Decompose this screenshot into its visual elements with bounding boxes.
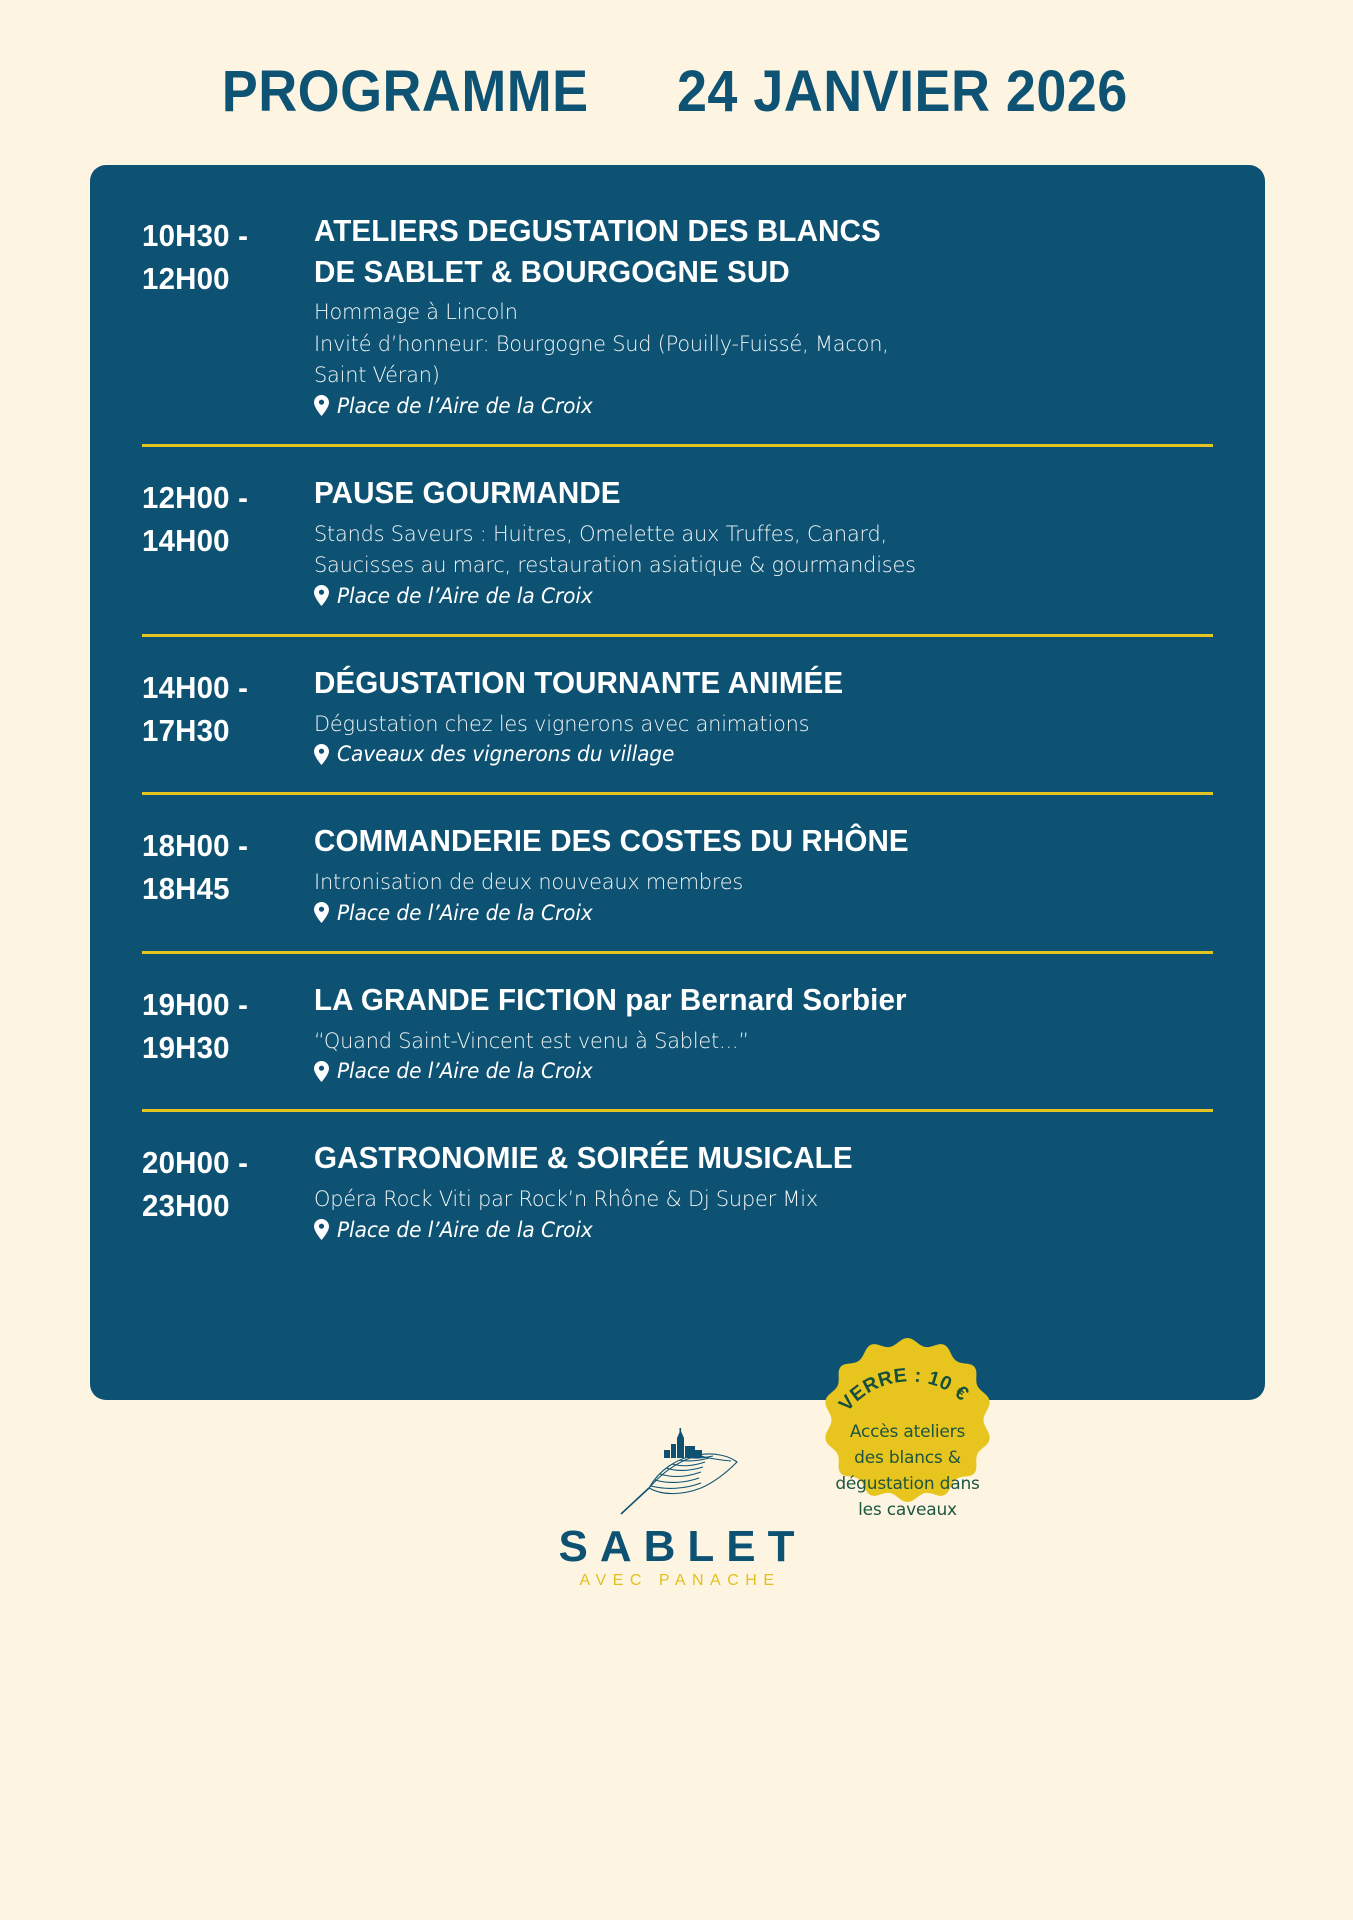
event-description bbox=[314, 519, 1186, 582]
divider bbox=[142, 1109, 1213, 1112]
event-description-line: Saucisses au marc, restauration asiatique & gourmandises bbox=[314, 553, 916, 578]
logo-tagline: AVEC PANACHE bbox=[579, 1572, 781, 1589]
divider bbox=[142, 792, 1213, 795]
event-details bbox=[314, 1138, 1213, 1242]
event-description bbox=[314, 1026, 1186, 1058]
sablet-logo bbox=[0, 1428, 1353, 1590]
event-time-start: 14H00 - bbox=[142, 669, 249, 705]
event-description-line: Invité d’honneur: Bourgogne Sud (Pouilly-Fuissé, Macon, bbox=[314, 331, 889, 357]
event-details bbox=[314, 980, 1213, 1084]
event-location bbox=[314, 584, 1213, 608]
event-row bbox=[90, 473, 1265, 608]
event-title-line1: GASTRONOMIE & SOIRÉE MUSICALE bbox=[314, 1141, 853, 1175]
event-details bbox=[314, 821, 1213, 925]
event-row bbox=[90, 211, 1265, 418]
event-time-end: 23H00 bbox=[142, 1188, 230, 1223]
event-description bbox=[314, 709, 1186, 741]
event-time-range bbox=[142, 980, 314, 1084]
event-description bbox=[314, 297, 1186, 392]
event-location-label: Place de l’Aire de la Croix bbox=[337, 1059, 593, 1083]
event-row bbox=[90, 663, 1265, 767]
divider bbox=[142, 634, 1213, 637]
event-time-start: 19H00 - bbox=[142, 986, 249, 1022]
event-description bbox=[314, 867, 1186, 899]
feather-village-icon bbox=[611, 1428, 743, 1520]
event-location bbox=[314, 901, 1213, 925]
event-title-performer: par Bernard Sorbier bbox=[616, 982, 907, 1017]
map-pin-icon bbox=[314, 585, 329, 606]
event-time-start: 18H00 - bbox=[142, 828, 249, 863]
badge-description-line: les caveaux bbox=[858, 1500, 957, 1520]
event-location bbox=[314, 1218, 1213, 1242]
event-time-end: 14H00 bbox=[142, 522, 230, 558]
event-location-label: Place de l’Aire de la Croix bbox=[337, 393, 593, 418]
map-pin-icon bbox=[314, 1219, 329, 1240]
event-details bbox=[314, 211, 1213, 418]
programme-panel bbox=[90, 165, 1265, 1400]
event-time-range bbox=[142, 1138, 314, 1242]
event-title-line1: COMMANDERIE DES COSTES DU RHÔNE bbox=[314, 824, 909, 858]
event-title-line1: ATELIERS DEGUSTATION DES BLANCS bbox=[314, 214, 881, 248]
event-location bbox=[314, 1059, 1213, 1083]
event-description-line: Saint Véran) bbox=[314, 363, 440, 388]
event-time-range bbox=[142, 663, 314, 767]
event-title-line1: PAUSE GOURMANDE bbox=[314, 475, 621, 510]
event-location-label: Place de l’Aire de la Croix bbox=[337, 900, 593, 925]
event-time-end: 18H45 bbox=[142, 871, 230, 906]
event-time-end: 19H30 bbox=[142, 1029, 230, 1065]
event-details bbox=[314, 473, 1213, 608]
map-pin-icon bbox=[314, 395, 329, 416]
page-title: PROGRAMME bbox=[221, 59, 589, 124]
event-time-start: 10H30 - bbox=[142, 218, 249, 253]
event-title-main: LA GRANDE FICTION bbox=[314, 982, 617, 1017]
badge-description-line: des blancs & bbox=[854, 1448, 961, 1468]
event-time-range bbox=[142, 821, 314, 925]
event-description-line: Opéra Rock Viti par Rock’n Rhône & Dj Super Mix bbox=[314, 1187, 818, 1212]
event-time-start: 12H00 - bbox=[142, 479, 249, 515]
event-location-label: Place de l’Aire de la Croix bbox=[337, 583, 593, 608]
event-location bbox=[314, 394, 1213, 418]
event-location bbox=[314, 742, 1213, 766]
event-time-end: 12H00 bbox=[142, 261, 230, 296]
event-description-line: Hommage à Lincoln bbox=[314, 300, 518, 325]
badge-arc-label: VERRE : 10 € bbox=[834, 1364, 974, 1416]
event-details bbox=[314, 663, 1213, 767]
badge-description-line: dégustation dans bbox=[835, 1474, 980, 1494]
event-row bbox=[90, 1138, 1265, 1242]
event-time-range bbox=[142, 211, 314, 418]
page-date: 24 JANVIER 2026 bbox=[677, 59, 1129, 124]
event-title-line1 bbox=[314, 980, 1186, 1021]
event-description-line: Intronisation de deux nouveaux membres bbox=[314, 870, 744, 895]
divider bbox=[142, 951, 1213, 954]
event-time-end: 17H30 bbox=[142, 712, 230, 748]
event-row bbox=[90, 821, 1265, 925]
event-description bbox=[314, 1184, 1186, 1216]
event-time-range bbox=[142, 473, 314, 608]
logo-wordmark: SABLET bbox=[558, 1522, 807, 1571]
map-pin-icon bbox=[314, 902, 329, 923]
event-row bbox=[90, 980, 1265, 1084]
divider bbox=[142, 444, 1213, 447]
map-pin-icon bbox=[314, 744, 329, 765]
map-pin-icon bbox=[314, 1061, 329, 1082]
event-description-line: Dégustation chez les vignerons avec animations bbox=[314, 711, 810, 737]
event-description-line: Stands Saveurs : Huitres, Omelette aux Truffes, Canard, bbox=[314, 521, 888, 547]
badge-description-line: Accès ateliers bbox=[849, 1422, 966, 1442]
event-time-start: 20H00 - bbox=[142, 1145, 249, 1180]
event-location-label: Place de l’Aire de la Croix bbox=[337, 1217, 593, 1242]
event-description-line: “Quand Saint-Vincent est venu à Sablet...” bbox=[314, 1028, 749, 1054]
event-title-line2: DE SABLET & BOURGOGNE SUD bbox=[314, 255, 790, 289]
page-header bbox=[0, 58, 1353, 125]
event-location-label: Caveaux des vignerons du village bbox=[337, 742, 675, 766]
event-title-line1: DÉGUSTATION TOURNANTE ANIMÉE bbox=[314, 665, 844, 700]
